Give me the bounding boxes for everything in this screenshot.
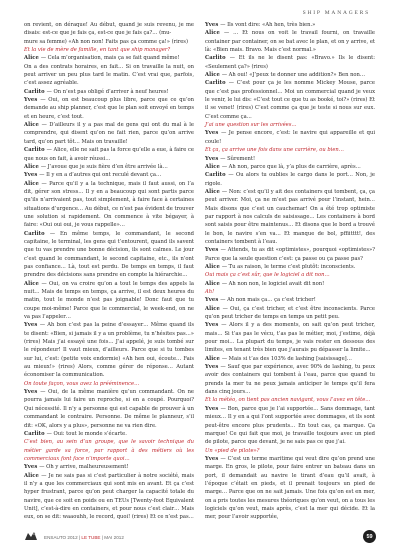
paragraph-text: — Il y en a d’autres qui ont reculé devant ça… (39, 172, 162, 179)
speaker-name: Carlito (24, 430, 47, 437)
paragraph (24, 438, 194, 463)
page-number: 59 (363, 530, 376, 543)
paragraph-text: — Je ne sais pas si c’est particulier à notre société, mais il n’y a que les commerciaux qui sont mis en avant. Et ça c’est hyper frustrant, parce qu’on peut charger la capacité totale du navire, que ce soit en poids ou en TEUs [Twenty-foot Equivalent Unit], c’est-à-dire en containers, et pour nous c’est clair… Mais eux, on se dit: waaouhh, le record, quoi! (rires) Et ce n’est pas… (24, 472, 194, 521)
speaker-name: Carlito (24, 147, 47, 154)
paragraph-text: — Ah bon c’est pas la peine d’essayer… Même quand ils te disent: «Bien, si jamais il y a un problème, tu n’hésites pas…» (rires) Mais j’ai essayé une fois… J’ai appelé, je suis tombé sur le répondeur! Il vaut mieux, d’ailleurs. Parce que si tu tombes sur lui, c’est: (petite voix endormie) «Ah hen oui, écoute… Fais au mieux!» (rires) Alors, comme gérer de réponse… Autant économiser la communication. (24, 322, 194, 379)
speaker-name: Yves (24, 464, 40, 471)
paragraph-text: — Ah non non, le logiciel avait dit non! (221, 280, 325, 287)
paragraph-text: — Tu as raison, le terme c’est plutôt: inconscients. (221, 263, 356, 270)
right-text-column (205, 21, 375, 522)
speaker-name: Yves (205, 455, 221, 462)
speaker-name: Alice (205, 280, 222, 287)
speaker-name: Alice (205, 355, 222, 362)
speaker-name: Carlito (205, 55, 230, 62)
paragraph-text: — En même temps, le commandant, le second capitaine, le terminal, les gens qui t’entourent, quand ils savent que tu vas prendre une bonne décision, ils sont calmes. Le jour c’est quand le commandant, le second capitaine, etc., ils n’ont pas confiance… Là, tout est perdu. De temps en temps, il faut prendre des décisions sans prendre en compte la hiérarchie… (24, 230, 194, 279)
paragraph (205, 121, 375, 129)
paragraph (24, 380, 194, 388)
paragraph (24, 88, 194, 96)
paragraph (205, 288, 375, 296)
paragraph (24, 321, 194, 379)
paragraph-text: C’est bien, au sein d’un groupe, que le savoir technique du métier garde sa force, par rapport à des métiers où les commerciaux font face n’importe quoi… (24, 439, 194, 462)
speaker-name: Yves (24, 389, 41, 396)
paragraph-text: — Ou alors tu oublies le cargo dans le port… Non, je rigole. (205, 172, 375, 187)
paragraph-text: Et la météo, on tient pas ancien navigant, vous l’avez en tête… (205, 397, 371, 404)
speaker-name: Alice (205, 188, 222, 195)
paragraph-text: — Et ils ne le disent pas: «Bravo.» Ils le disent: «Seulement ça?» (rires) (205, 55, 375, 70)
footer-publication: ENSAUTO 2012 (44, 535, 78, 540)
speaker-name: Carlito (24, 88, 47, 95)
paragraph (205, 396, 375, 404)
paragraph-text: Oui mais ça c’est sûr, que le logiciel a dit non… (205, 272, 330, 279)
paragraph (24, 430, 194, 438)
paragraph (205, 129, 375, 146)
speaker-name: Alice (24, 280, 42, 287)
paragraph (205, 296, 375, 304)
paragraph (205, 155, 375, 163)
speaker-name: Yves (205, 322, 222, 329)
paragraph-text: — Oui, ça c’est tricher, et c’est être inconscients. Parce qu’on peut tricher de temps en temps un petit peu. (205, 305, 375, 321)
footer-publication-line: ENSAUTO 2012 | LE TUBE | MAI 2012 (44, 535, 124, 540)
paragraph-text: On a des contrats horaires, en fait… Si on travaille la nuit, on peut arriver un peu plus tard le matin. C’est vrai que, parfois, c’est assez agréable. (24, 63, 194, 87)
paragraph (205, 79, 375, 121)
paragraph (24, 472, 194, 522)
paragraph-text: Et la vie de mère de famille, en tant que ship manager? (24, 47, 171, 54)
paragraph (205, 405, 375, 447)
paragraph (24, 96, 194, 121)
paragraph (24, 146, 194, 163)
paragraph (205, 71, 375, 79)
paragraph-text: — Alice, elle ne sait pas la force qu’elle a eue, à faire ce que nous on fait, à avoir réussi… (24, 147, 194, 162)
paragraph (205, 321, 375, 354)
paragraph-text: Un «pied de pilote»? (205, 447, 260, 454)
paragraph-text: Et ça, ça arrive une fois dans une carrière, ou bien… (205, 147, 344, 154)
paragraph-text: J’ai une question sur les arrivées… (205, 122, 297, 129)
paragraph (24, 38, 194, 46)
paragraph-text: On toute façon, vous avez la prééminence… (24, 380, 140, 387)
paragraph-text: — … Et nous on voit le travail fourni, on travaille container par container, on se bat avec le plan, et on y arrive, et là: «Bien mais. Bravo. Mais c’est normal.» (205, 30, 375, 54)
footer-highlight: LE TUBE (81, 535, 101, 540)
paragraph-text: — Oh y arrive, malheureusement! (39, 464, 129, 471)
speaker-name: Yves (205, 155, 221, 162)
paragraph-text: — C’est pour ça je les nomme Mickey Mouse, parce que c’est pas professionnel… Moi un commercial quand je veux le venir, le lui dis: «C’est tout ce que tu as booké, toi?» (rires) Et il se venet! (rires) C’est comme ça que je teste si nous sur eux. C’est comme ça… (205, 80, 375, 120)
paragraph-text: — Oui, de la même manière qu’un commandant. On ne pourra jamais lui faire un reproche, si en a coupé. Pourquoi? Qui nécessité. Il n’y a personne qui est capable de prouver à un commandant le contraire. Personne. De même le planneur, s’il dit: «OK, alors y a plus», personne ne va rien dire. (24, 389, 195, 429)
section-header: SHIP MANAGERS (302, 10, 370, 16)
paragraph-text: — Bon, parce que je l’ai supportée… Sans dommage, tant mieux… Il y en a qui l’ont supportée avec dommages, et ils sont peut-être encore plus prudents… En tout cas, ça marque. Ça marque! Ce qui fait que moi, je travaille toujours avec un pied de pilote, parce que devant, je ne sais pas ce que j’ai. (205, 405, 375, 446)
speaker-name: Alice (205, 305, 223, 312)
speaker-name: Yves (205, 405, 221, 412)
speaker-name: Alice (24, 180, 42, 187)
paragraph (24, 63, 194, 88)
paragraph (24, 46, 194, 54)
paragraph (24, 54, 194, 62)
paragraph-text: — Sûrement! (220, 155, 256, 162)
paragraph (205, 355, 375, 363)
paragraph (205, 447, 375, 455)
paragraph-text: — Oui: tout le monde s’écarte. (46, 430, 127, 437)
paragraph (205, 163, 375, 171)
paragraph-text: — Oui, on va croire qu’on a tout le temps des appels la nuit… Mais de temps en temps, ça arrive, il est deux heures du matin, tout le monde n’est pas joignable! Donc faut que tu coupe moi-même! Parce que le commercial, le week-end, on ne va pas l’appeler… (24, 280, 194, 321)
paragraph-text: — Alors il y a des moments, on sait qu’on peut tricher, mais… Si t’as pas le vécu, t’as pas le métier, moi, j’estime, déjà pour moi… La plupart du temps, je vais rester en dessous des limites, en tenant très bien que j’aurais pu dépasser la limite… (205, 322, 376, 354)
paragraph (205, 171, 375, 188)
paragraph (205, 263, 375, 271)
speaker-name: Alice (205, 163, 222, 170)
paragraph-text: — Ils vont dire: «Ah hen, très bien.» (220, 22, 316, 28)
speaker-name: Alice (24, 163, 41, 170)
paragraph-text: — Je pense encore, c’est: le navire qui appareille et qui coule! (205, 130, 375, 145)
paragraph (205, 146, 375, 154)
speaker-name: Alice (205, 72, 222, 79)
paragraph (24, 280, 194, 322)
paragraph-text: — Ah non mais ça… ça c’est tricher! (220, 297, 316, 304)
paragraph (205, 271, 375, 279)
paragraph (205, 21, 375, 29)
paragraph-text: — Mais si t’as des 103% de lashing [saisissage]… (221, 355, 352, 362)
paragraph (205, 54, 375, 71)
speaker-name: Carlito (24, 230, 50, 237)
paragraph-text: — Attends, tu as dit «optimistes», pourquoi «optimistes»? Parce que la seule question c’est: ça passe ou ça passe pas? (205, 247, 375, 262)
paragraph-text: — J’avoue que je suis fière d’en être arrivée là… (40, 163, 168, 170)
paragraph-text: mure sa femme) «Ah non non! Faits pas ça comme ça!» (rires) (24, 38, 188, 45)
paragraph (205, 363, 375, 396)
speaker-name: Yves (205, 297, 221, 304)
paragraph-text: — Ah non, parce que là, y’a plus de carrière, après… (221, 163, 361, 170)
speaker-name: Yves (205, 130, 222, 137)
speaker-name: Yves (205, 364, 221, 371)
speaker-name: Yves (24, 172, 40, 179)
paragraph (205, 29, 375, 54)
paragraph-text: — Parce qu’il y a la technique, mais il faut aussi, on l’a dit, gérer son stress… Il y en a beaucoup qui sont partis parce qu’ils n’arrivaient pas, tout simplement, à faire face à certaines situations d’urgence… Au début, ce n’est pas évident de trouver une solution si rapidement. On commence à vite bégayer, à faire: «Oui oui oui, je vous rappelle»… (24, 180, 194, 229)
magazine-logo-icon (24, 530, 38, 542)
paragraph (24, 121, 194, 146)
speaker-name: Alice (24, 472, 42, 479)
footer-issue: MAI 2012 (104, 535, 124, 540)
speaker-name: Carlito (205, 172, 229, 179)
paragraph-text: Ah! (205, 289, 215, 295)
paragraph-text: — Oui, on est beaucoup plus libre, parce que ce qu’on demande au ship planner, c’est que le plan soit envoyé en temps et en heure, c’est tout. (24, 97, 194, 120)
speaker-name: Yves (24, 97, 41, 104)
speaker-name: Yves (205, 22, 221, 28)
speaker-name: Carlito (205, 80, 229, 87)
paragraph (205, 455, 375, 522)
speaker-name: Yves (24, 322, 40, 329)
left-text-column (24, 21, 194, 522)
paragraph (24, 230, 194, 280)
paragraph-text: on revient, on déraque! Au début, quand je suis revenu, je me disais: est-ce que je fais ça, est-ce que je fais ça?… (mu- (24, 22, 194, 37)
paragraph-text: — C’est un terme maritime qui veut dire qu’on prend une marge. En gros, le pilote, pour faire entrer un bateau dans un port, il demandait au navire le tirant d’eau qu’il avait, à l’époque c’était en pieds, et il prenait toujours un pied de marge… Parce que on ne sait jamais. Une fois qu’on est en mer, on a pris toutes les mesures théoriques qu’on veut, on a tous les logiciels qu’on veut, mais après, c’est la mer qui décide. Et la mer, pour l’avoir supportée, (205, 455, 375, 521)
paragraph (205, 280, 375, 288)
page-footer (24, 530, 376, 544)
paragraph (24, 171, 194, 179)
paragraph (24, 21, 194, 38)
paragraph-text: — Cela m’organisation, mais ça se fait quand même! (40, 55, 180, 62)
paragraph (24, 163, 194, 171)
paragraph-text: — D’ailleurs il y a pas mal de gens qui ont du mal à le comprendre, qui disent qu’on ne fait rien, parce qu’on arrive tard, qu’on part tôt… Mais on travaille! (24, 122, 194, 145)
paragraph (24, 180, 194, 230)
paragraph-text: — On n’est pas obligé d’arriver à neuf heures! (46, 88, 169, 95)
paragraph (24, 463, 194, 471)
speaker-name: Alice (205, 30, 225, 37)
paragraph-text: — Ah oui! «J’peux te donner une addition?» Ben non… (221, 72, 366, 79)
speaker-name: Alice (205, 263, 222, 270)
paragraph (205, 246, 375, 263)
speaker-name: Yves (205, 247, 221, 254)
paragraph-text: — Sauf que par expérience, avec 90% de lashing, tu peux avoir des containers qui tombent à l’eau, parce que quand tu prends la mer tu ne peux jamais anticiper le temps qu’il fera dans cinq jours… (205, 364, 375, 396)
paragraph (24, 388, 194, 430)
speaker-name: Alice (24, 55, 41, 62)
paragraph-text: — Non: c’est qu’il y ait des containers qui tombent, ça, ça peut arriver. Moi, ça ne m’est pas arrivé pour l’instant, hein… Mais disons que c’est un cauchemar! On a été trop optimiste par rapport à nos calculs de saisissage… Les containers à bord sont saisis pour être maintenus… Et disons que le bord a trouvé le bon, le navire s’en va… Et manque de bol, pffiitttt!, des containers tombent à l’eau. (205, 188, 375, 245)
paragraph (205, 305, 375, 322)
paragraph (205, 188, 375, 246)
speaker-name: Alice (24, 122, 42, 129)
